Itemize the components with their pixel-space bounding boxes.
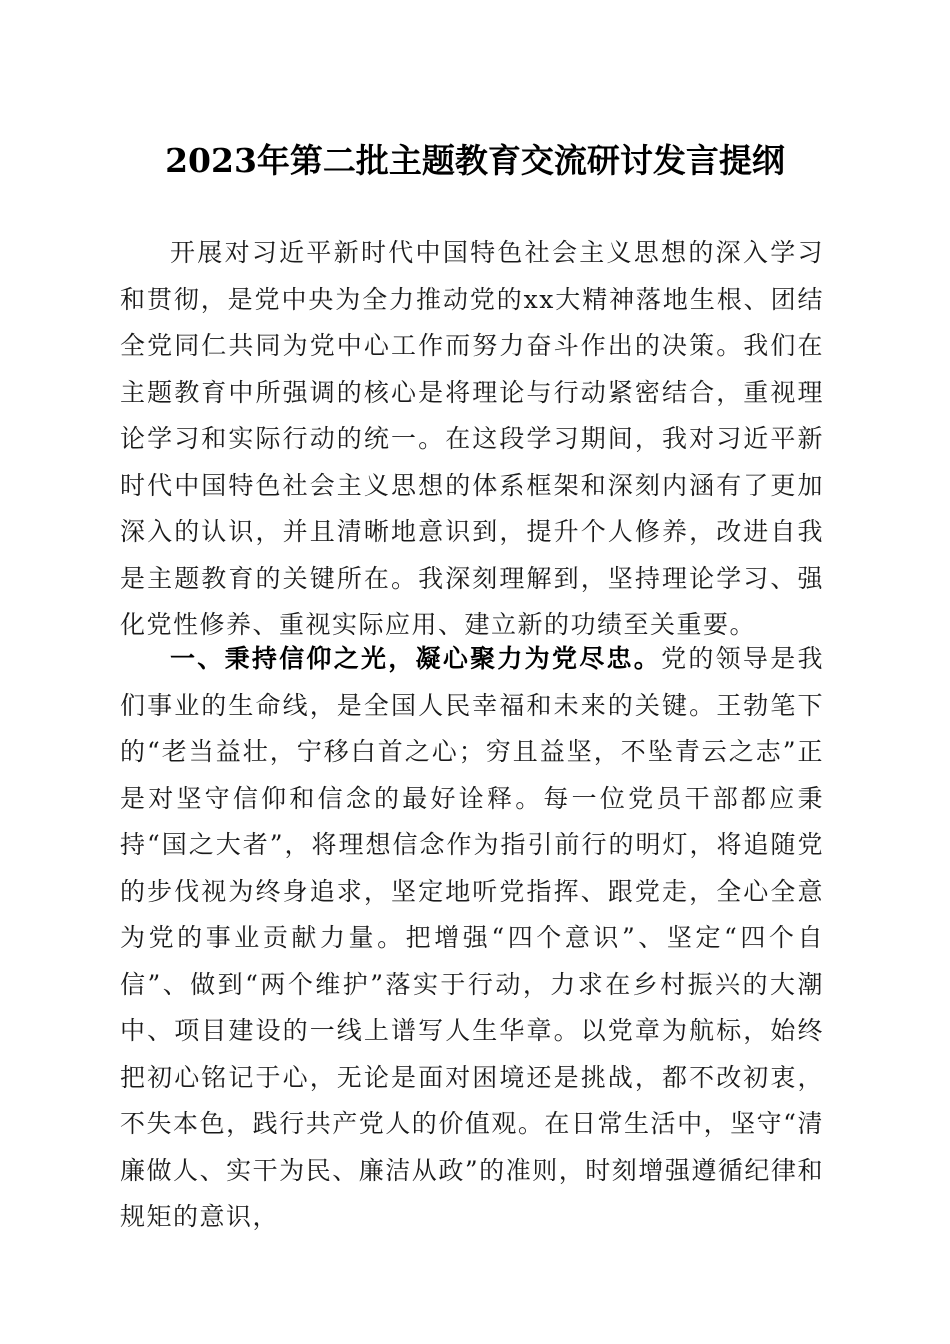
section-1-paragraph	[120, 636, 824, 1241]
section-1-heading: 一、秉持信仰之光，凝心聚力为党尽忠。	[170, 644, 662, 673]
intro-paragraph: 开展对习近平新时代中国特色社会主义思想的深入学习和贯彻，是党中央为全力推动党的xx大精神落地生根、团结全党同仁共同为党中心工作而努力奋斗作出的决策。我们在主题教育中所强调的核心是将理论与行动紧密结合，重视理论学习和实际行动的统一。在这段学习期间，我对习近平新时代中国特色社会主义思想的体系框架和深刻内涵有了更加深入的认识，并且清晰地意识到，提升个人修养，改进自我是主题教育的关键所在。我深刻理解到，坚持理论学习、强化党性修养、重视实际应用、建立新的功绩至关重要。	[120, 238, 824, 639]
document-title: 2023年第二批主题教育交流研讨发言提纲	[165, 141, 785, 180]
section-1-text: 党的领导是我们事业的生命线，是全国人民幸福和未来的关键。王勃笔下的“老当益壮，宁移白首之心；穷且益坚，不坠青云之志”正是对坚守信仰和信念的最好诠释。每一位党员干部都应秉持“国之大者”，将理想信念作为指引前行的明灯，将追随党的步伐视为终身追求，坚定地听党指挥、跟党走，全心全意为党的事业贡献力量。把增强“四个意识”、坚定“四个自信”、做到“两个维护”落实于行动，力求在乡村振兴的大潮中、项目建设的一线上谱写人生华章。以党章为航标，始终把初心铭记于心，无论是面对困境还是挑战，都不改初衷，不失本色，践行共产党人的价值观。在日常生活中，坚守“清廉做人、实干为民、廉洁从政”的准则，时刻增强遵循纪律和规矩的意识，	[120, 644, 824, 1231]
